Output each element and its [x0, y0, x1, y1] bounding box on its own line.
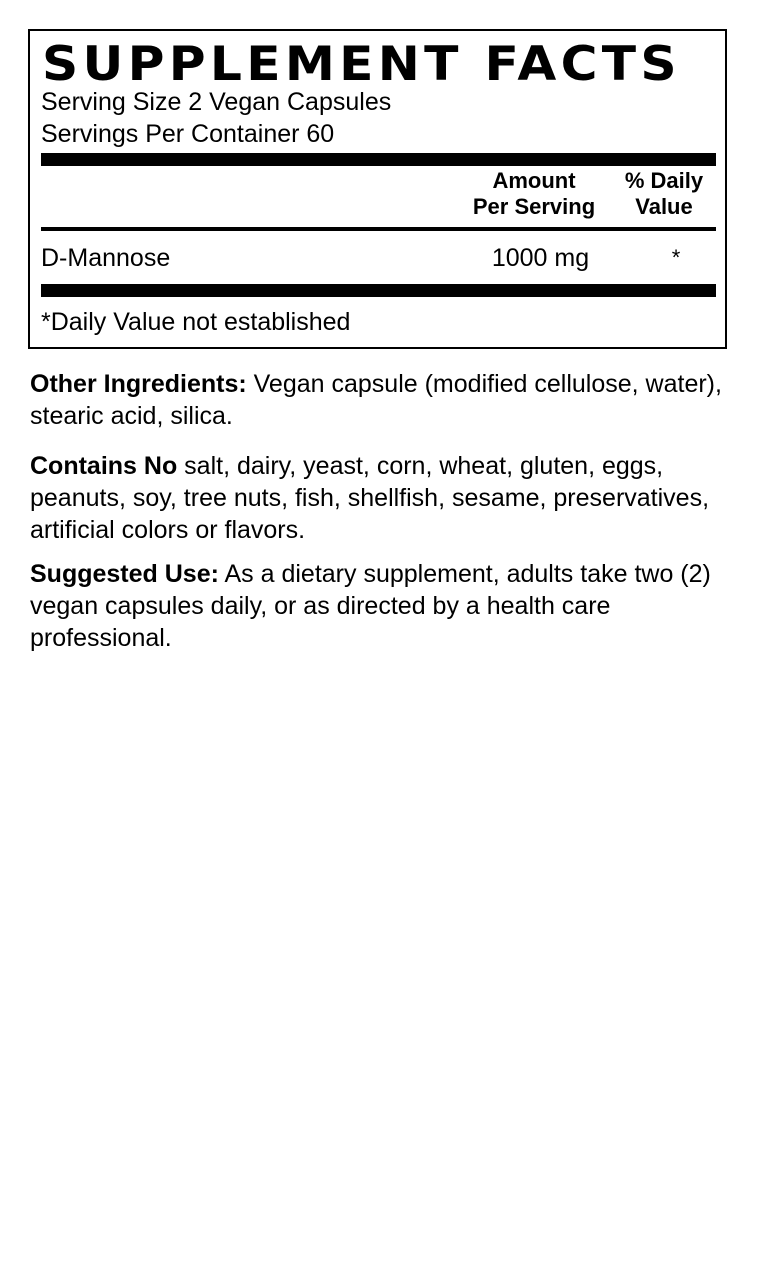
- column-header-daily-value: [618, 168, 710, 220]
- serving-size: Serving Size 2 Vegan Capsules: [41, 88, 392, 116]
- suggested-use-label: Suggested Use:: [30, 560, 219, 588]
- other-ingredients-text: Vegan capsule (modified cellulose, water), stearic acid, silica.: [30, 370, 722, 430]
- column-header-dv-line2: Value: [635, 194, 693, 219]
- servings-per-container: Servings Per Container 60: [41, 120, 335, 148]
- ingredient-daily-value: *: [671, 245, 681, 270]
- suggested-use: [30, 558, 730, 654]
- ingredient-amount: 1000 mg: [491, 244, 590, 272]
- contains-no: [30, 450, 730, 546]
- divider-thick-top: [41, 153, 716, 166]
- divider-thick-bottom: [41, 284, 716, 297]
- other-ingredients: [30, 368, 730, 432]
- facts-title: SUPPLEMENT FACTS: [42, 37, 681, 92]
- column-header-amount: [468, 168, 600, 220]
- ingredient-name: D-Mannose: [41, 244, 171, 272]
- ingredient-row: [30, 242, 725, 274]
- column-header-amount-line1: Amount: [492, 168, 576, 193]
- contains-no-text: salt, dairy, yeast, corn, wheat, gluten, eggs, peanuts, soy, tree nuts, fish, shellfish, sesame, preservatives, artificial colors or flavors.: [30, 452, 710, 544]
- contains-no-label: Contains No: [30, 452, 178, 480]
- suggested-use-text: As a dietary supplement, adults take two (2) vegan capsules daily, or as directed by a health care professional.: [30, 560, 711, 652]
- column-header-dv-line1: % Daily: [624, 168, 704, 193]
- daily-value-footnote: *Daily Value not established: [41, 308, 351, 336]
- column-header-amount-line2: Per Serving: [472, 194, 596, 219]
- other-ingredients-label: Other Ingredients:: [30, 370, 247, 398]
- supplement-facts-panel: [28, 29, 727, 349]
- divider-thin: [41, 227, 716, 231]
